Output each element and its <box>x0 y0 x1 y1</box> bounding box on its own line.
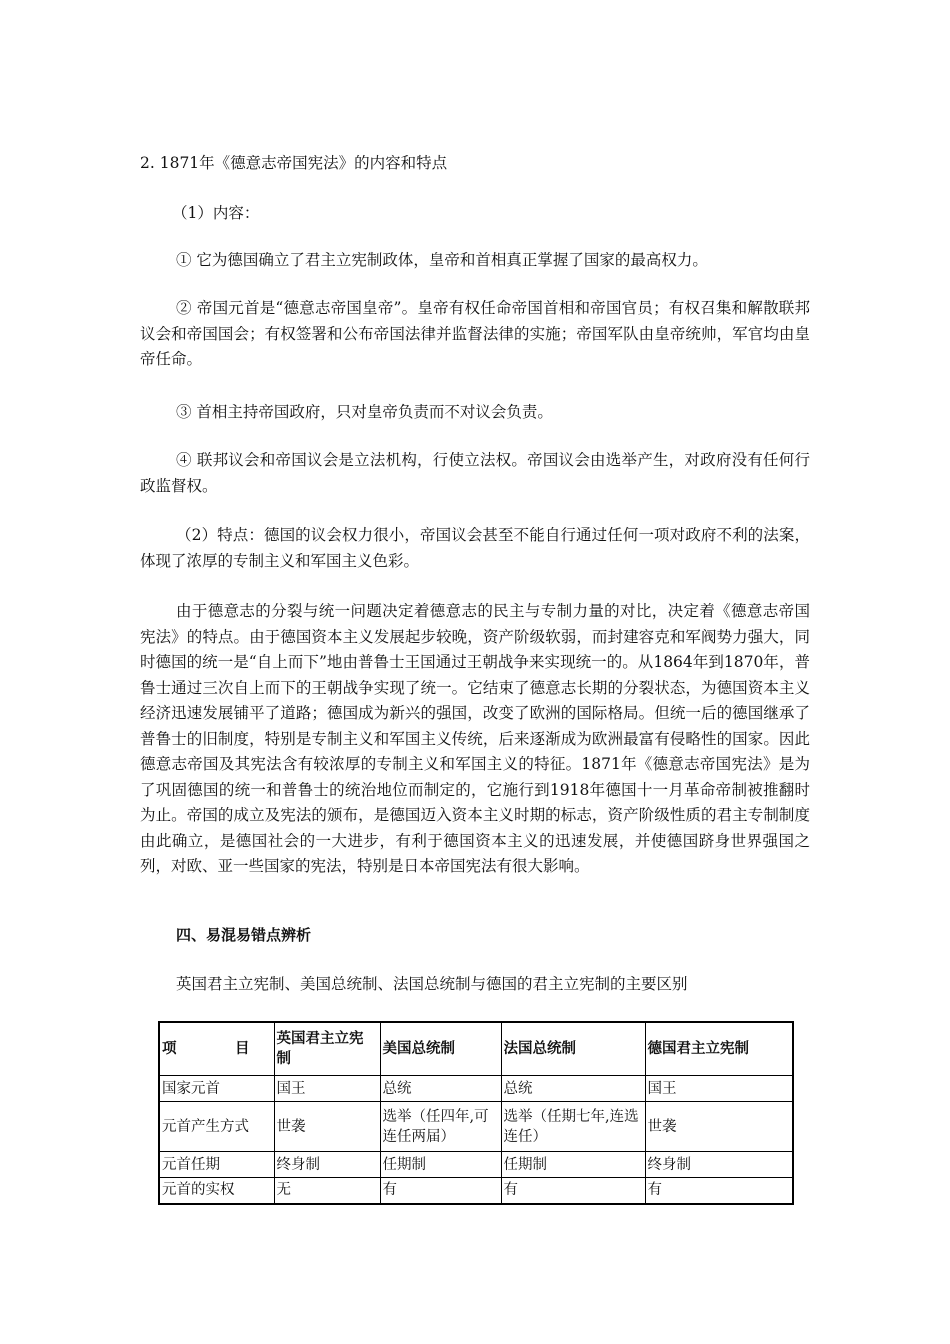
table-cell: 国王 <box>274 1076 380 1102</box>
features-paragraph: （2）特点：德国的议会权力很小，帝国议会甚至不能自行通过任何一项对政府不利的法案，体现了浓厚的专制主义和军国主义色彩。 <box>140 526 810 570</box>
section-four-heading: 四、易混易错点辨析 <box>176 926 312 944</box>
table-cell: 任期制 <box>501 1152 645 1178</box>
subheading-content: （1）内容： <box>172 204 260 222</box>
table-cell: 有 <box>645 1178 793 1204</box>
header-france: 法国总统制 <box>501 1022 645 1076</box>
header-item <box>159 1022 274 1076</box>
table-cell: 元首产生方式 <box>159 1102 274 1152</box>
header-usa: 美国总统制 <box>380 1022 501 1076</box>
header-germany: 德国君主立宪制 <box>645 1022 793 1076</box>
table-cell: 总统 <box>501 1076 645 1102</box>
table-cell: 元首的实权 <box>159 1178 274 1204</box>
table-cell: 选举（任期七年,连选连任） <box>501 1102 645 1152</box>
analysis-paragraph: 由于德意志的分裂与统一问题决定着德意志的民主与专制力量的对比，决定着《德意志帝国宪法》的特点。由于德国资本主义发展起步较晚，资产阶级软弱，而封建容克和军阀势力强大，同时德国的统一是“自上而下”地由普鲁士王国通过王朝战争来实现统一的。从1864年到1870年，普鲁士通过三次自上而下的王朝战争实现了统一。它结束了德意志长期的分裂状态，为德国资本主义经济迅速发展铺平了道路；德国成为新兴的强国，改变了欧洲的国际格局。但统一后的德国继承了普鲁士的旧制度，特别是专制主义和军国主义传统，后来逐渐成为欧洲最富有侵略性的国家。因此德意志帝国及其宪法含有较浓厚的专制主义和军国主义的特征。1871年《德意志帝国宪法》是为了巩固德国的统一和普鲁士的统治地位而制定的，它施行到1918年德国十一月革命帝制被推翻时为止。帝国的成立及宪法的颁布，是德国迈入资本主义时期的标志，资产阶级性质的君主专制制度由此确立，是德国社会的一大进步，有利于德国资本主义的迅速发展，并使德国跻身世界强国之列，对欧、亚一些国家的宪法，特别是日本帝国宪法有很大影响。 <box>140 602 810 875</box>
table-cell: 总统 <box>380 1076 501 1102</box>
section-heading: 2. 1871年《德意志帝国宪法》的内容和特点 <box>140 154 448 172</box>
table-cell: 终身制 <box>274 1152 380 1178</box>
table-cell: 元首任期 <box>159 1152 274 1178</box>
table-row <box>159 1102 793 1152</box>
table-row <box>159 1076 793 1102</box>
content-item-4: ④ 联邦议会和帝国议会是立法机构，行使立法权。帝国议会由选举产生，对政府没有任何行政监督权。 <box>140 451 810 495</box>
table-cell: 有 <box>501 1178 645 1204</box>
table-cell: 选举（任四年,可连任两届） <box>380 1102 501 1152</box>
table-cell: 有 <box>380 1178 501 1204</box>
table-cell: 世袭 <box>274 1102 380 1152</box>
header-item-char-1: 项 <box>162 1041 177 1057</box>
table-caption: 英国君主立宪制、美国总统制、法国总统制与德国的君主立宪制的主要区别 <box>176 975 688 993</box>
content-item-2: ② 帝国元首是“德意志帝国皇帝”。皇帝有权任命帝国首相和帝国官员；有权召集和解散联邦议会和帝国国会；有权签署和公布帝国法律并监督法律的实施；帝国军队由皇帝统帅，军官均由皇帝任命。 <box>140 299 810 368</box>
table-cell: 世袭 <box>645 1102 793 1152</box>
table-header-row <box>159 1022 793 1076</box>
table-cell: 无 <box>274 1178 380 1204</box>
table-row <box>159 1152 793 1178</box>
content-item-3: ③ 首相主持帝国政府，只对皇帝负责而不对议会负责。 <box>176 403 553 421</box>
content-item-1: ① 它为德国确立了君主立宪制政体，皇帝和首相真正掌握了国家的最高权力。 <box>176 251 708 269</box>
header-item-char-2: 目 <box>235 1041 250 1057</box>
comparison-table <box>158 1021 794 1205</box>
table-row <box>159 1178 793 1204</box>
table-cell: 任期制 <box>380 1152 501 1178</box>
table-cell: 终身制 <box>645 1152 793 1178</box>
table-cell: 国王 <box>645 1076 793 1102</box>
table-cell: 国家元首 <box>159 1076 274 1102</box>
header-britain: 英国君主立宪制 <box>274 1022 380 1076</box>
